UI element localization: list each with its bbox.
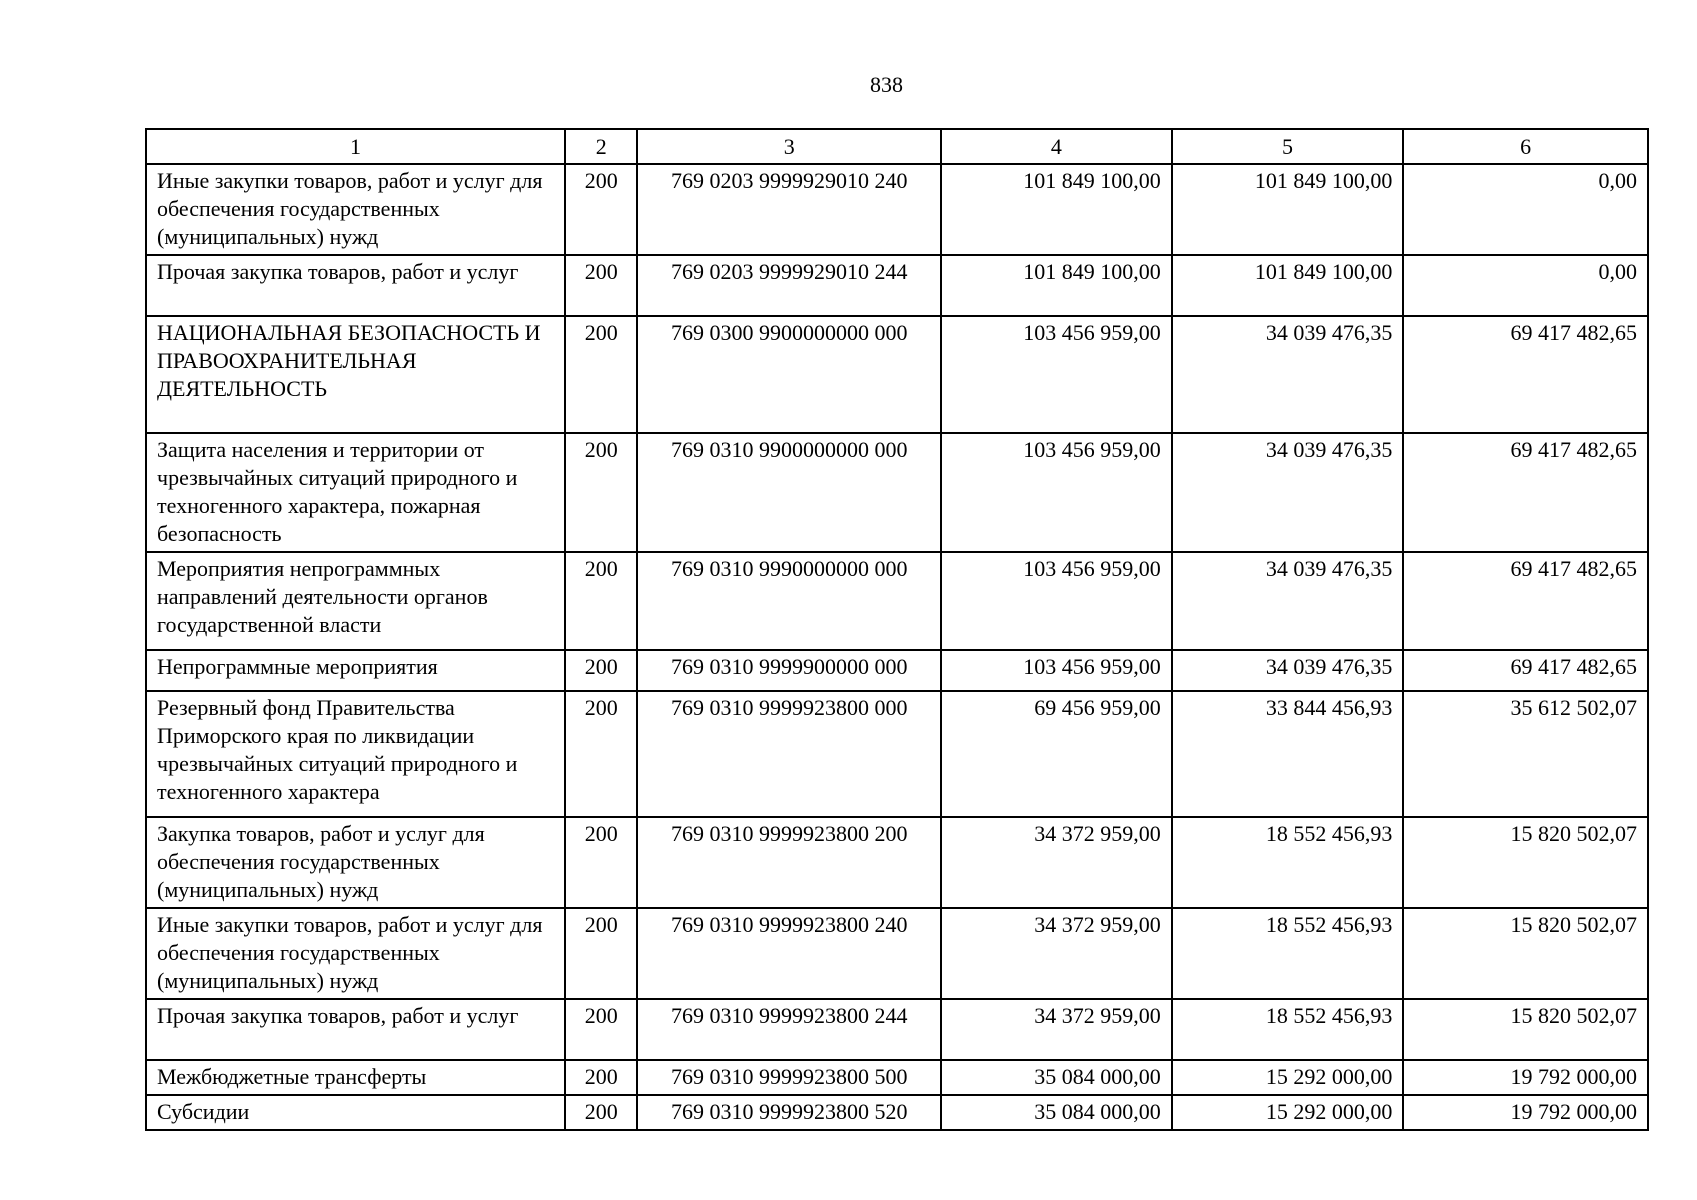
row-executed: 33 844 456,93 — [1172, 691, 1404, 817]
table-row — [146, 908, 1648, 999]
table-row — [146, 1095, 1648, 1130]
row-name: Субсидии — [146, 1095, 565, 1130]
row-approved: 101 849 100,00 — [941, 255, 1172, 316]
row-name: Прочая закупка товаров, работ и услуг — [146, 255, 565, 316]
row-unexecuted: 35 612 502,07 — [1403, 691, 1648, 817]
row-executed: 18 552 456,93 — [1172, 908, 1404, 999]
row-classification: 769 0310 9900000000 000 — [637, 433, 941, 552]
table-row — [146, 433, 1648, 552]
row-code: 200 — [565, 433, 637, 552]
column-header-5: 5 — [1172, 129, 1404, 164]
row-code: 200 — [565, 552, 637, 650]
row-executed: 34 039 476,35 — [1172, 650, 1404, 691]
table-row — [146, 1060, 1648, 1095]
row-name: Резервный фонд Правительства Приморского края по ликвидации чрезвычайных ситуаций природного и техногенного характера — [146, 691, 565, 817]
budget-table — [145, 128, 1649, 1131]
row-name: Мероприятия непрограммных направлений деятельности органов государственной власти — [146, 552, 565, 650]
column-header-1: 1 — [146, 129, 565, 164]
column-header-6: 6 — [1403, 129, 1648, 164]
row-classification: 769 0310 9999900000 000 — [637, 650, 941, 691]
row-name: Иные закупки товаров, работ и услуг для обеспечения государственных (муниципальных) нужд — [146, 164, 565, 255]
row-code: 200 — [565, 1095, 637, 1130]
table-row — [146, 255, 1648, 316]
row-code: 200 — [565, 817, 637, 908]
row-executed: 18 552 456,93 — [1172, 999, 1404, 1060]
row-code: 200 — [565, 999, 637, 1060]
row-approved: 103 456 959,00 — [941, 552, 1172, 650]
row-unexecuted: 19 792 000,00 — [1403, 1060, 1648, 1095]
table-row — [146, 817, 1648, 908]
row-unexecuted: 69 417 482,65 — [1403, 552, 1648, 650]
row-classification: 769 0203 9999929010 244 — [637, 255, 941, 316]
row-classification: 769 0310 9990000000 000 — [637, 552, 941, 650]
row-unexecuted: 0,00 — [1403, 164, 1648, 255]
row-approved: 35 084 000,00 — [941, 1060, 1172, 1095]
row-unexecuted: 15 820 502,07 — [1403, 908, 1648, 999]
row-name: Межбюджетные трансферты — [146, 1060, 565, 1095]
row-name: Непрограммные мероприятия — [146, 650, 565, 691]
row-code: 200 — [565, 650, 637, 691]
header-row — [146, 129, 1648, 164]
row-unexecuted: 69 417 482,65 — [1403, 433, 1648, 552]
row-code: 200 — [565, 164, 637, 255]
row-approved: 34 372 959,00 — [941, 908, 1172, 999]
page-number: 838 — [870, 72, 903, 97]
column-header-3: 3 — [637, 129, 941, 164]
table-row — [146, 316, 1648, 433]
row-unexecuted: 19 792 000,00 — [1403, 1095, 1648, 1130]
row-name: Иные закупки товаров, работ и услуг для обеспечения государственных (муниципальных) нужд — [146, 908, 565, 999]
table-row — [146, 552, 1648, 650]
row-code: 200 — [565, 316, 637, 433]
table-row — [146, 999, 1648, 1060]
row-executed: 34 039 476,35 — [1172, 433, 1404, 552]
row-approved: 34 372 959,00 — [941, 999, 1172, 1060]
column-header-4: 4 — [941, 129, 1172, 164]
row-classification: 769 0310 9999923800 200 — [637, 817, 941, 908]
row-name: Прочая закупка товаров, работ и услуг — [146, 999, 565, 1060]
row-approved: 103 456 959,00 — [941, 650, 1172, 691]
row-code: 200 — [565, 255, 637, 316]
row-executed: 34 039 476,35 — [1172, 316, 1404, 433]
row-classification: 769 0310 9999923800 520 — [637, 1095, 941, 1130]
row-executed: 101 849 100,00 — [1172, 255, 1404, 316]
row-approved: 101 849 100,00 — [941, 164, 1172, 255]
column-header-2: 2 — [565, 129, 637, 164]
row-executed: 34 039 476,35 — [1172, 552, 1404, 650]
row-unexecuted: 15 820 502,07 — [1403, 817, 1648, 908]
row-code: 200 — [565, 908, 637, 999]
table-row — [146, 164, 1648, 255]
row-classification: 769 0310 9999923800 240 — [637, 908, 941, 999]
row-classification: 769 0310 9999923800 000 — [637, 691, 941, 817]
row-classification: 769 0310 9999923800 500 — [637, 1060, 941, 1095]
row-unexecuted: 69 417 482,65 — [1403, 650, 1648, 691]
row-classification: 769 0300 9900000000 000 — [637, 316, 941, 433]
row-unexecuted: 69 417 482,65 — [1403, 316, 1648, 433]
row-executed: 15 292 000,00 — [1172, 1060, 1404, 1095]
row-approved: 103 456 959,00 — [941, 433, 1172, 552]
row-executed: 18 552 456,93 — [1172, 817, 1404, 908]
table-row — [146, 691, 1648, 817]
row-approved: 103 456 959,00 — [941, 316, 1172, 433]
row-name: НАЦИОНАЛЬНАЯ БЕЗОПАСНОСТЬ И ПРАВООХРАНИТЕЛЬНАЯ ДЕЯТЕЛЬНОСТЬ — [146, 316, 565, 433]
row-executed: 101 849 100,00 — [1172, 164, 1404, 255]
table-row — [146, 650, 1648, 691]
row-classification: 769 0310 9999923800 244 — [637, 999, 941, 1060]
row-classification: 769 0203 9999929010 240 — [637, 164, 941, 255]
row-approved: 34 372 959,00 — [941, 817, 1172, 908]
row-unexecuted: 15 820 502,07 — [1403, 999, 1648, 1060]
row-executed: 15 292 000,00 — [1172, 1095, 1404, 1130]
row-code: 200 — [565, 691, 637, 817]
row-unexecuted: 0,00 — [1403, 255, 1648, 316]
row-name: Закупка товаров, работ и услуг для обеспечения государственных (муниципальных) нужд — [146, 817, 565, 908]
row-approved: 35 084 000,00 — [941, 1095, 1172, 1130]
row-approved: 69 456 959,00 — [941, 691, 1172, 817]
row-name: Защита населения и территории от чрезвычайных ситуаций природного и техногенного характера, пожарная безопасность — [146, 433, 565, 552]
row-code: 200 — [565, 1060, 637, 1095]
